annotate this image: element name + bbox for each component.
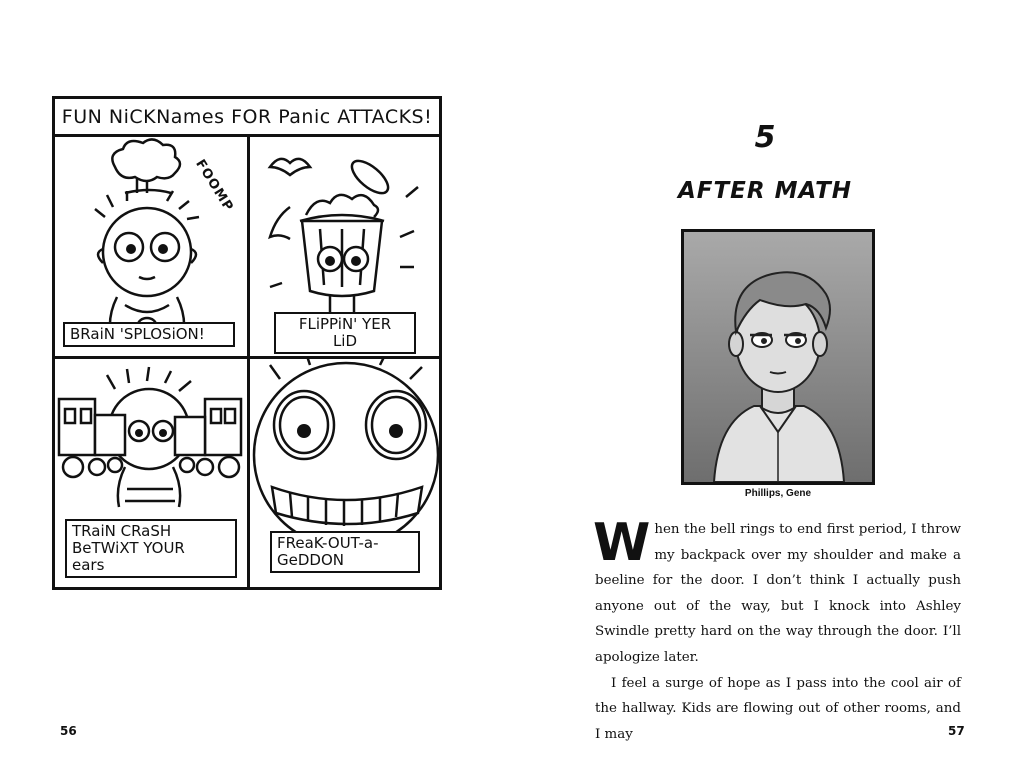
drop-cap: W bbox=[593, 513, 651, 573]
sfx-text: FOOMP bbox=[192, 157, 236, 215]
page-number: 56 bbox=[60, 724, 77, 738]
comic-panel-brain-splosion bbox=[55, 137, 247, 356]
chapter-title: AFTER MATH bbox=[677, 178, 853, 204]
panel-caption: FReaK-OUT-a- GeDDON bbox=[270, 531, 420, 573]
panel-caption: FLiPPiN' YER LiD bbox=[274, 312, 416, 354]
character-portrait bbox=[681, 229, 875, 485]
paragraph: I feel a surge of hope as I pass into the cool air of the hallway. Kids are flowing out of other rooms, and I may bbox=[595, 675, 961, 742]
comic-panel-train-crash bbox=[55, 359, 247, 587]
chapter-number: 5 bbox=[754, 120, 776, 155]
comic-panel-flippin-lid bbox=[250, 137, 439, 356]
page-number: 57 bbox=[948, 724, 965, 738]
panel-caption: BRaiN 'SPLOSiON! bbox=[63, 322, 235, 347]
paragraph bbox=[593, 513, 961, 671]
panel-divider-horizontal bbox=[55, 356, 439, 359]
portrait-caption: Phillips, Gene bbox=[744, 488, 812, 499]
comic-strip bbox=[52, 96, 442, 590]
comic-panel-freak-out bbox=[250, 359, 439, 587]
portrait-drawing bbox=[684, 232, 872, 482]
right-page bbox=[510, 0, 1020, 783]
panel-divider-vertical bbox=[247, 137, 250, 587]
comic-title: FUN NiCKNames FOR Panic ATTACKS! bbox=[55, 99, 439, 137]
paragraph-text: hen the bell rings to end first period, I throw my backpack over my shoulder and make a beeline for the door. I don’t think I actually push anyone out of the way, but I knock into Ashley Swindle pretty hard on the way through the door. I’ll apologize later. bbox=[595, 522, 961, 665]
panel-caption: TRaiN CRaSH BeTWiXT YOUR ears bbox=[65, 519, 237, 578]
chapter-body-text bbox=[593, 513, 961, 747]
